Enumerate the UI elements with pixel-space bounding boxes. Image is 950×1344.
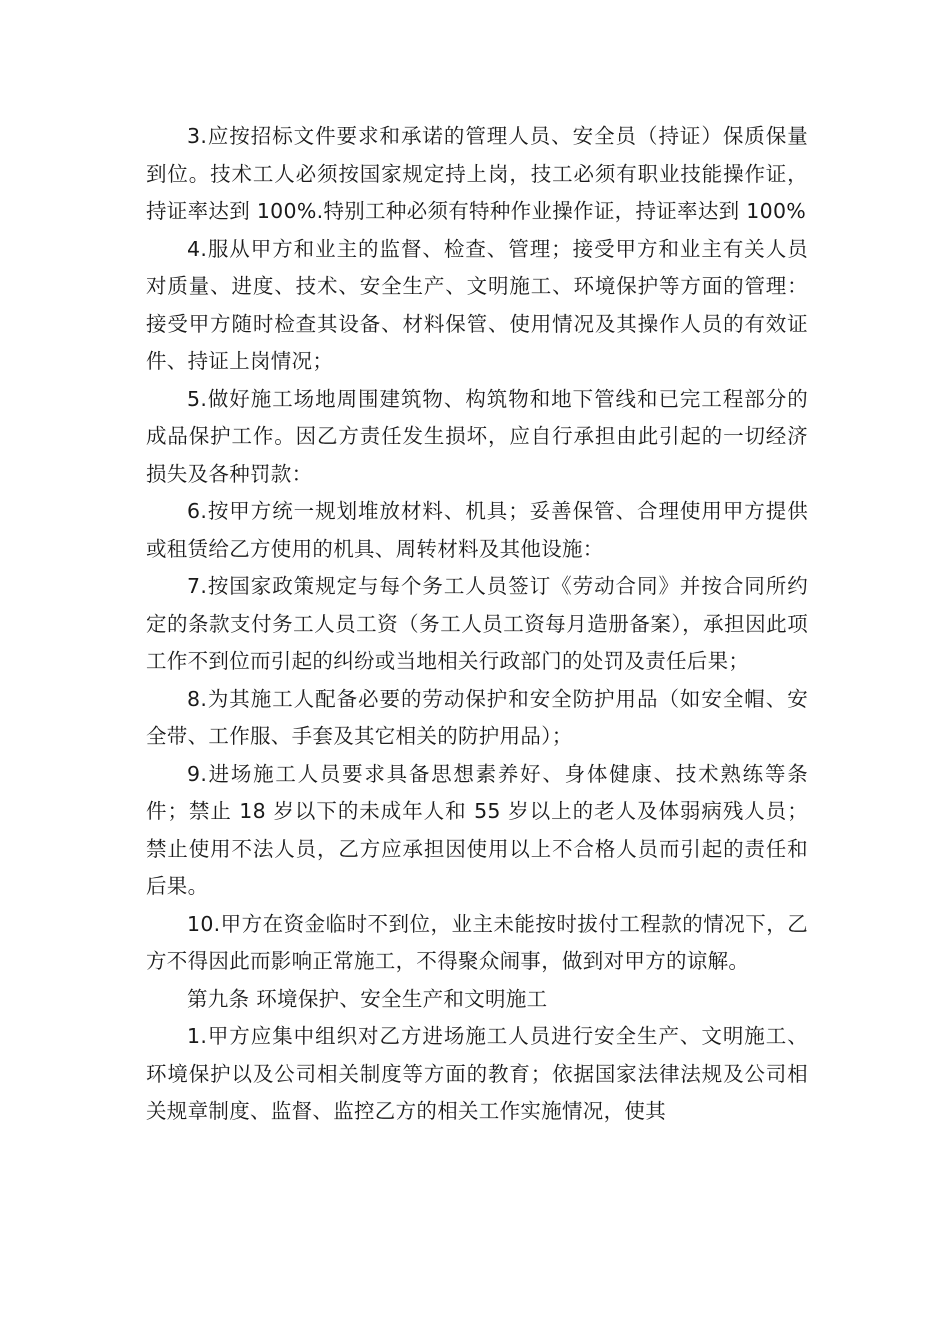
paragraph-item-3: 3.应按招标文件要求和承诺的管理人员、安全员（持证）保质保量到位。技术工人必须按国家规定持上岗，技工必须有职业技能操作证，持证率达到 100%.特别工种必须有特种作业操作证，持证率达到 100% [146, 124, 808, 223]
paragraph-item-8: 8.为其施工人配备必要的劳动保护和安全防护用品（如安全帽、安全带、工作服、手套及其它相关的防护用品）； [146, 686, 808, 748]
paragraph-item-5: 5.做好施工场地周围建筑物、构筑物和地下管线和已完工程部分的成品保护工作。因乙方责任发生损坏，应自行承担由此引起的一切经济损失及各种罚款： [146, 386, 808, 486]
paragraph-item-9: 9.进场施工人员要求具备思想素养好、身体健康、技术熟练等条件；禁止 18 岁以下的未成年人和 55 岁以上的老人及体弱病残人员；禁止使用不法人员，乙方应承担因使用以上不合格人员而引起的责任和后果。 [146, 761, 808, 898]
paragraph-item-4: 4.服从甲方和业主的监督、检查、管理；接受甲方和业主有关人员对质量、进度、技术、安全生产、文明施工、环境保护等方面的管理：接受甲方随时检查其设备、材料保管、使用情况及其操作人员的有效证件、持证上岗情况； [146, 236, 808, 373]
paragraph-item-10: 10.甲方在资金临时不到位，业主未能按时拔付工程款的情况下，乙方不得因此而影响正常施工，不得聚众闹事，做到对甲方的谅解。 [146, 911, 808, 973]
document-body [146, 118, 808, 1131]
paragraph-item-7: 7.按国家政策规定与每个务工人员签订《劳动合同》并按合同所约定的条款支付务工人员工资（务工人员工资每月造册备案），承担因此项工作不到位而引起的纠纷或当地相关行政部门的处罚及责任后果； [146, 574, 808, 673]
paragraph-item-1: 1.甲方应集中组织对乙方进场施工人员进行安全生产、文明施工、环境保护以及公司相关制度等方面的教育；依据国家法律法规及公司相关规章制度、监督、监控乙方的相关工作实施情况，使其 [146, 1024, 808, 1123]
section-heading-article-9: 第九条 环境保护、安全生产和文明施工 [187, 986, 548, 1011]
paragraph-item-6: 6.按甲方统一规划堆放材料、机具；妥善保管、合理使用甲方提供或租赁给乙方使用的机具、周转材料及其他设施： [146, 499, 808, 561]
